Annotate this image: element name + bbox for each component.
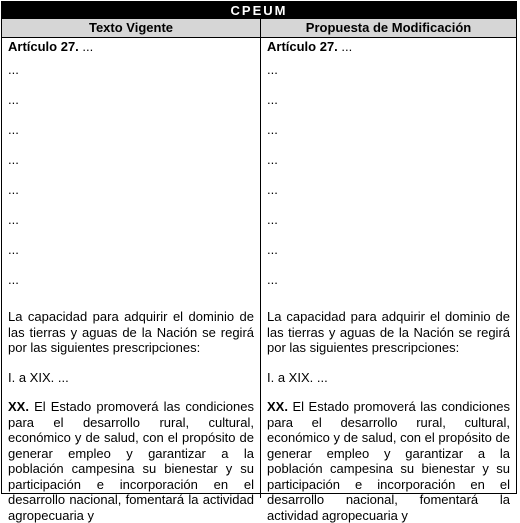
comparison-table — [1, 1, 517, 523]
ellipsis-line: ... — [8, 182, 19, 197]
body-row — [2, 38, 516, 523]
range-text: I. a XIX. ... — [8, 369, 69, 385]
fraction-label: XX. — [8, 399, 29, 414]
article-heading — [8, 39, 254, 55]
ellipsis-line: ... — [267, 212, 278, 227]
fraction-xx-paragraph — [267, 399, 510, 523]
column-texto-vigente — [2, 38, 260, 523]
header-propuesta: Propuesta de Modificación — [260, 19, 516, 37]
fraction-xx-paragraph — [8, 399, 254, 523]
ellipsis-line: ... — [267, 272, 278, 287]
ellipsis-line: ... — [8, 62, 19, 77]
ellipsis-line: ... — [267, 182, 278, 197]
article-label: Artículo 27. — [267, 39, 338, 54]
article-label: Artículo 27. — [8, 39, 79, 54]
ellipsis-line: ... — [8, 122, 19, 137]
ellipsis-line: ... — [267, 242, 278, 257]
range-text: I. a XIX. ... — [267, 369, 328, 385]
fraction-text: El Estado promoverá las condiciones para el desarrollo rural, cultural, económico y de salud, con el propósito de generar empleo y garantizar a la población campesina su bienestar y su participación e incorporación en el desarrollo nacional, fomentará la actividad agropecuaria y — [267, 399, 510, 523]
prescriptions-paragraph: La capacidad para adquirir el dominio de las tierras y aguas de la Nación se regirá por las siguientes prescripciones: — [267, 309, 510, 355]
ellipsis-line: ... — [8, 152, 19, 167]
column-propuesta — [260, 38, 516, 523]
table-title: CPEUM — [2, 2, 516, 19]
ellipsis-line: ... — [267, 152, 278, 167]
header-row — [2, 19, 516, 38]
prescriptions-paragraph: La capacidad para adquirir el dominio de las tierras y aguas de la Nación se regirá por las siguientes prescripciones: — [8, 309, 254, 355]
header-texto-vigente: Texto Vigente — [88, 20, 174, 35]
article-heading — [267, 39, 510, 55]
ellipsis-line: ... — [267, 122, 278, 137]
fraction-label: XX. — [267, 399, 288, 414]
fraction-text: El Estado promoverá las condiciones para el desarrollo rural, cultural, económico y de salud, con el propósito de generar empleo y garantizar a la población campesina su bienestar y su participación e incorporación en el desarrollo nacional, fomentará la actividad agropecuaria y — [8, 399, 254, 523]
ellipsis-line: ... — [267, 92, 278, 107]
article-suffix: ... — [78, 39, 94, 54]
ellipsis-line: ... — [267, 62, 278, 77]
ellipsis-line: ... — [8, 242, 19, 257]
article-suffix: ... — [337, 39, 353, 54]
ellipsis-line: ... — [8, 92, 19, 107]
ellipsis-line: ... — [8, 212, 19, 227]
ellipsis-line: ... — [8, 272, 19, 287]
